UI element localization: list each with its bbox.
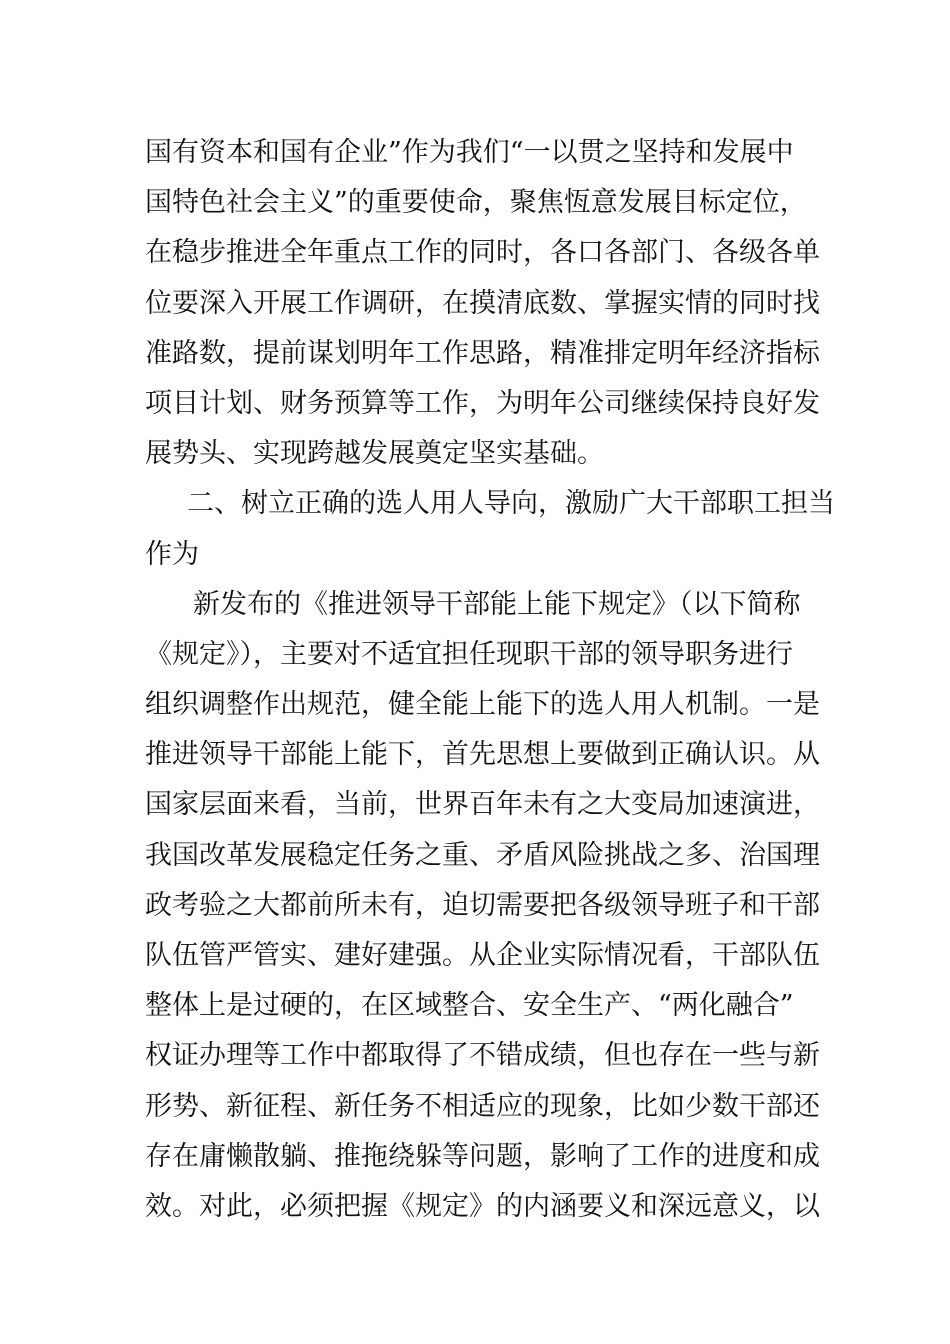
text-line: 权证办理等工作中都取得了不错成绩，但也存在一些与新 [145,1040,820,1072]
section-heading-2 [145,479,835,579]
text-line: 国特色社会主义”的重要使命，聚焦恆意发展目标定位， [145,187,807,219]
text-line: 在稳步推进全年重点工作的同时，各口各部门、各级各单 [145,237,820,269]
document-body [145,128,835,1232]
text-line: 政考验之大都前所未有，迫切需要把各级领导班子和干部 [145,889,820,921]
text-line: 《规定》），主要对不适宜担任现职干部的领导职务进行 [145,638,793,670]
text-line: 整体上是过硬的，在区域整合、安全生产、“两化融合” [145,990,794,1022]
text-line: 项目计划、财务预算等工作，为明年公司继续保持良好发 [145,387,820,419]
text-line: 组织调整作出规范，健全能上能下的选人用人机制。一是 [145,689,820,721]
text-line: 我国改革发展稳定任务之重、矛盾风险挑战之多、治国理 [145,839,820,871]
text-line: 位要深入开展工作调研，在摸清底数、掌握实情的同时找 [145,287,820,319]
text-line: 效。对此，必须把握《规定》的内涵要义和深远意义，以 [145,1190,820,1222]
text-line: 国家层面来看，当前，世界百年未有之大变局加速演进， [145,789,820,821]
heading-line: 作为 [145,538,199,570]
heading-line: 二、树立正确的选人用人导向，激励广大干部职工担当 [187,488,835,520]
text-line: 推进领导干部能上能下，首先思想上要做到正确认识。从 [145,739,820,771]
paragraph-1 [145,128,820,479]
text-line: 存在庸懒散躺、推拖绕躲等问题，影响了工作的进度和成 [145,1140,820,1172]
text-line: 队伍管严管实、建好建强。从企业实际情况看，干部队伍 [145,940,820,971]
text-line: 形势、新征程、新任务不相适应的现象，比如少数干部还 [145,1090,820,1122]
text-line: 准路数，提前谋划明年工作思路，精准排定明年经济指标 [145,337,820,369]
text-line: 展势头、实现跨越发展奠定坚实基础。 [145,438,604,470]
text-line: 国有资本和国有企业”作为我们“一以贯之坚持和发展中 [145,137,794,168]
text-line: 新发布的《推进领导干部能上能下规定》（以下简称 [193,588,801,620]
paragraph-2 [145,580,820,1232]
